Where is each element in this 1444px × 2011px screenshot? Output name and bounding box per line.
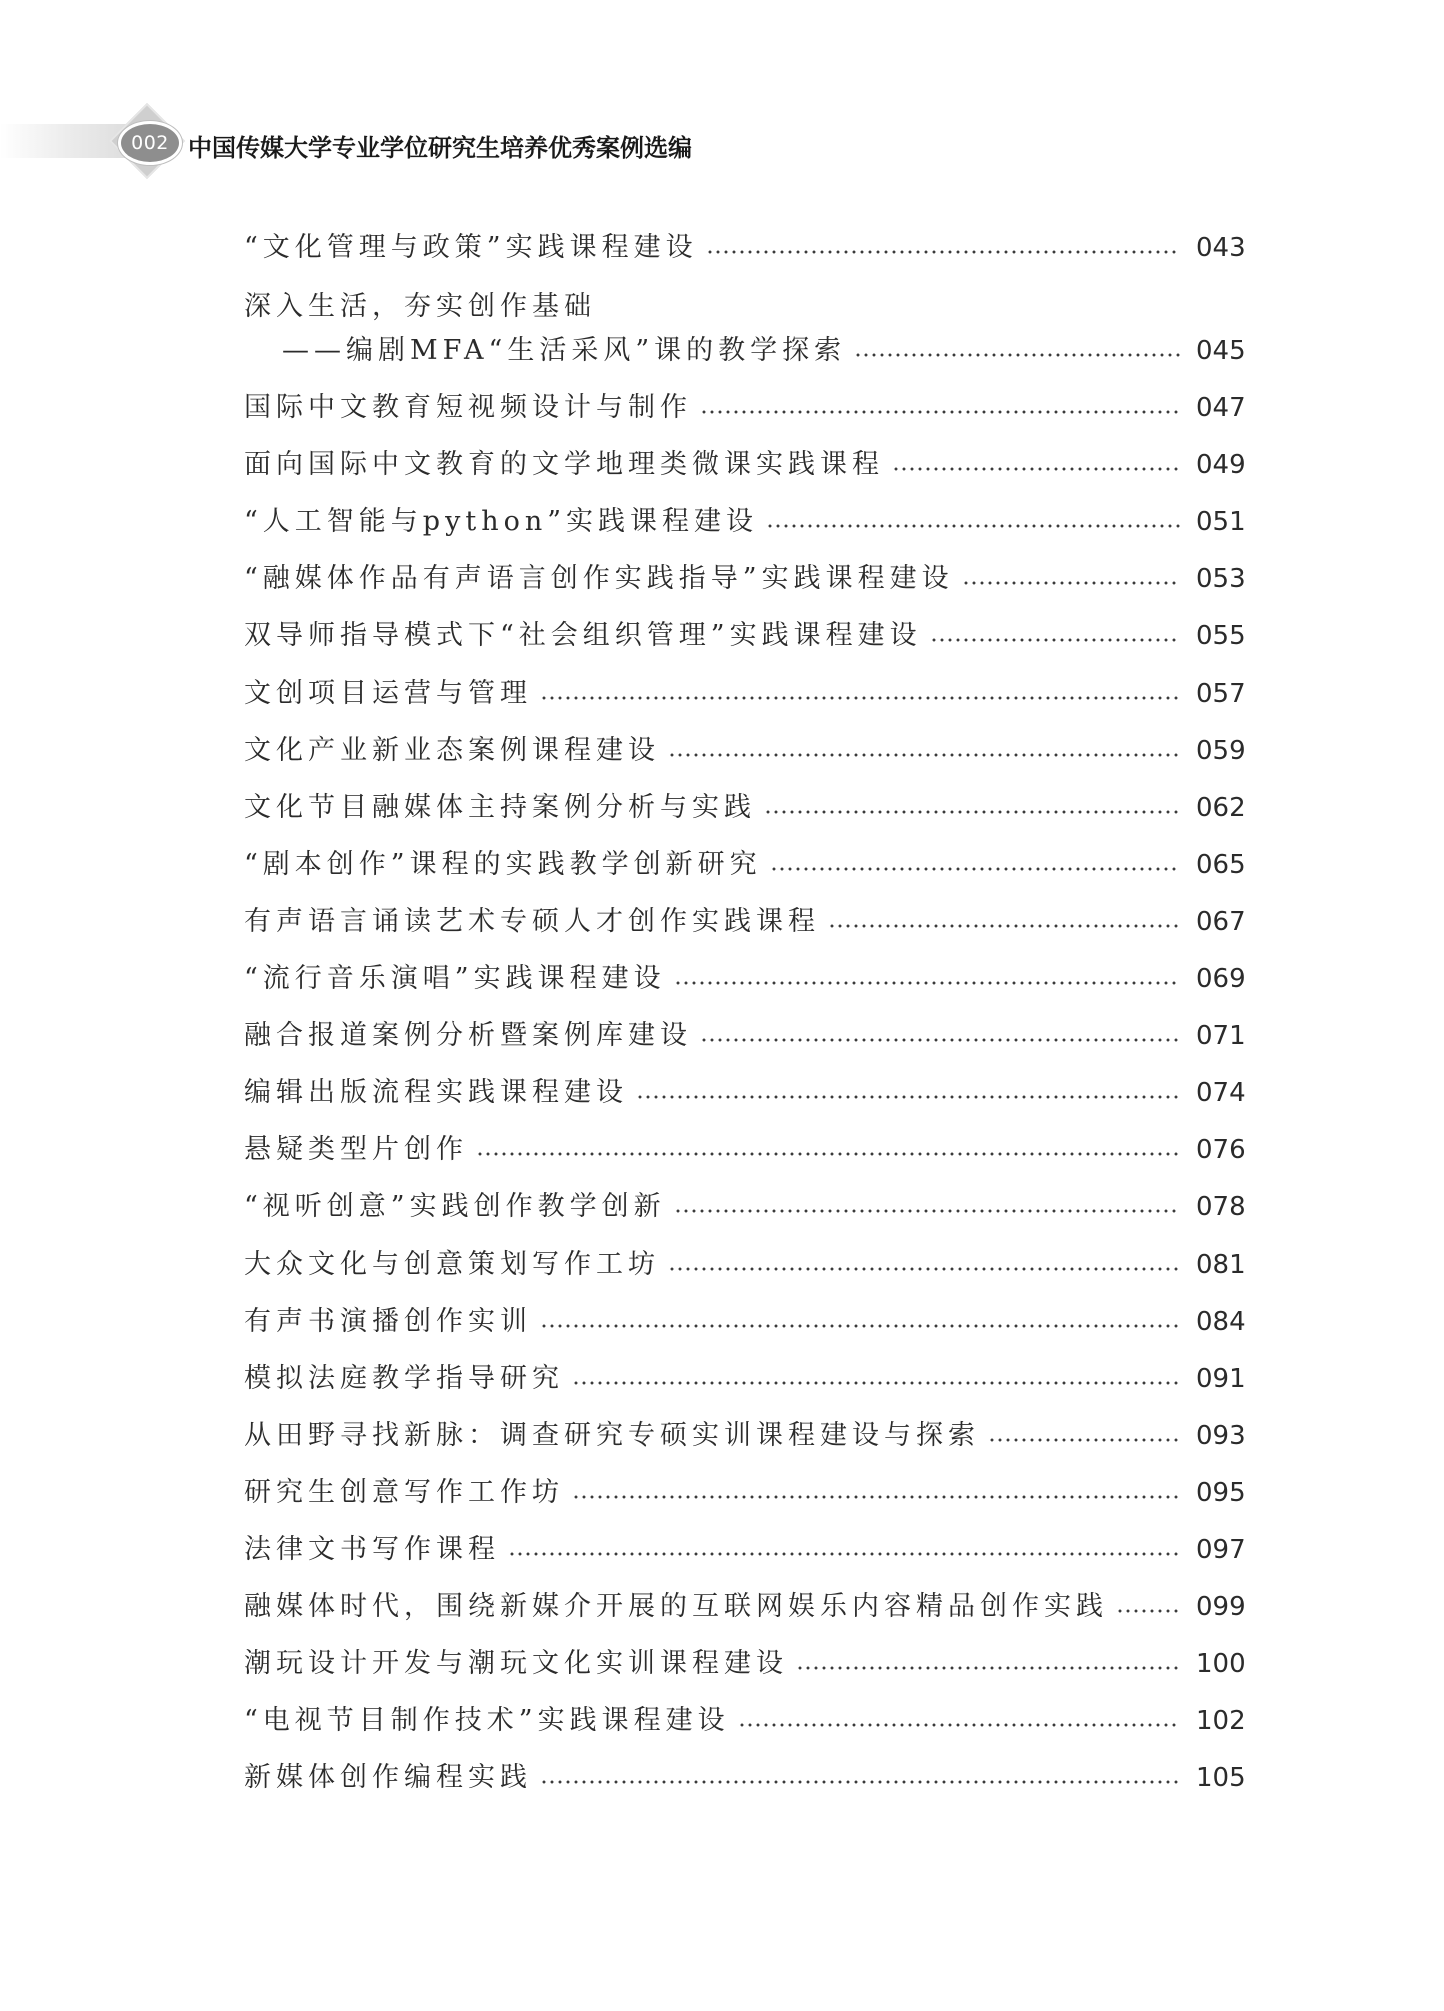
badge-circle	[118, 121, 182, 165]
toc-entry-title: 有声书演播创作实训	[244, 1305, 532, 1337]
toc-entry-page: 078	[1196, 1192, 1246, 1223]
dot-leader	[674, 981, 1180, 985]
dot-leader	[854, 353, 1180, 357]
toc-entry[interactable]	[244, 788, 1244, 828]
toc-entry[interactable]	[244, 1416, 1244, 1456]
toc-entry-page: 055	[1196, 621, 1246, 652]
toc-entry-page: 071	[1196, 1021, 1246, 1052]
toc-entry-page: 057	[1196, 678, 1246, 709]
toc-entry-title: 融媒体时代，围绕新媒介开展的互联网娱乐内容精品创作实践	[244, 1591, 1108, 1623]
page-number-badge	[108, 104, 186, 180]
toc-entry-title: 模拟法庭教学指导研究	[244, 1362, 564, 1394]
toc-entry-multiline[interactable]	[244, 331, 1244, 371]
toc-entry-page: 084	[1196, 1306, 1246, 1337]
dot-leader	[706, 250, 1180, 254]
dot-leader	[572, 1381, 1180, 1385]
toc-entry-title: 研究生创意写作工作坊	[244, 1476, 564, 1508]
toc-entry-title: 悬疑类型片创作	[244, 1134, 468, 1166]
toc-entry-title: 国际中文教育短视频设计与制作	[244, 392, 692, 423]
toc-entry[interactable]	[244, 616, 1244, 656]
toc-entry-title: “视听创意”实践创作教学创新	[244, 1191, 666, 1223]
toc-entry-page: 045	[1196, 336, 1246, 366]
book-title: 中国传媒大学专业学位研究生培养优秀案例选编	[188, 134, 692, 162]
toc-entry-page: 047	[1196, 393, 1246, 423]
dot-leader	[476, 1152, 1180, 1156]
toc-entry[interactable]	[244, 1302, 1244, 1342]
toc-entry[interactable]	[244, 1644, 1244, 1684]
toc-entry-title-line1: 深入生活，夯实创作基础	[244, 291, 596, 322]
dot-leader	[892, 467, 1180, 471]
toc-entry-title: “融媒体作品有声语言创作实践指导”实践课程建设	[244, 563, 954, 595]
toc-entry-title: 文创项目运营与管理	[244, 677, 532, 709]
dot-leader	[828, 924, 1180, 928]
toc-entry-title: 面向国际中文教育的文学地理类微课实践课程	[244, 449, 884, 481]
toc-entry-page: 043	[1196, 233, 1246, 263]
toc-entry-title: 编辑出版流程实践课程建设	[244, 1077, 628, 1109]
dot-leader	[572, 1495, 1180, 1499]
dot-leader	[674, 1209, 1180, 1213]
dot-leader	[796, 1666, 1180, 1670]
toc-entry[interactable]	[244, 445, 1244, 485]
toc-entry-title: 文化产业新业态案例课程建设	[244, 734, 660, 766]
dot-leader	[1116, 1609, 1180, 1613]
dot-leader	[766, 524, 1180, 528]
toc-entry-title: “文化管理与政策”实践课程建设	[244, 232, 698, 263]
toc-entry-page: 102	[1196, 1706, 1246, 1737]
toc-entry[interactable]	[244, 902, 1244, 942]
dot-leader	[764, 810, 1180, 814]
toc-entry-page: 067	[1196, 906, 1246, 937]
dot-leader	[636, 1095, 1180, 1099]
toc-entry-title: “流行音乐演唱”实践课程建设	[244, 963, 666, 994]
toc-entry[interactable]	[244, 1701, 1244, 1741]
toc-entry[interactable]	[244, 1758, 1244, 1798]
toc-entry-page: 059	[1196, 735, 1246, 766]
toc-entry-page: 076	[1196, 1135, 1246, 1166]
toc-entry[interactable]	[244, 559, 1244, 599]
dot-leader	[700, 410, 1180, 414]
dot-leader	[540, 696, 1180, 700]
toc-entry-page: 093	[1196, 1420, 1246, 1451]
toc-entry-page: 069	[1196, 964, 1246, 994]
dot-leader	[540, 1780, 1180, 1784]
toc-entry-title: 从田野寻找新脉：调查研究专硕实训课程建设与探索	[244, 1419, 980, 1451]
toc-entry[interactable]	[244, 228, 1244, 268]
toc-entry-page: 105	[1196, 1763, 1246, 1794]
toc-entry-subtitle: ——编剧MFA“生活采风”课的教学探索	[282, 335, 847, 366]
toc-entry-title: 大众文化与创意策划写作工坊	[244, 1248, 660, 1280]
toc-entry-page: 065	[1196, 849, 1246, 880]
toc-entry-title: 潮玩设计开发与潮玩文化实训课程建设	[244, 1648, 788, 1680]
toc-entry-title: 法律文书写作课程	[244, 1534, 500, 1565]
toc-entry[interactable]	[244, 502, 1244, 542]
toc-entry[interactable]	[244, 959, 1244, 999]
toc-entry-title: “电视节目制作技术”实践课程建设	[244, 1705, 730, 1737]
toc-entry[interactable]	[244, 674, 1244, 714]
toc-entry-page: 053	[1196, 564, 1246, 595]
toc-entry-title: “人工智能与python”实践课程建设	[244, 506, 759, 538]
toc-entry[interactable]	[244, 388, 1244, 428]
toc-entry[interactable]	[244, 1016, 1244, 1056]
dot-leader	[540, 1324, 1180, 1328]
dot-leader	[930, 638, 1180, 642]
dot-leader	[770, 867, 1180, 871]
toc-entry-title: 双导师指导模式下“社会组织管理”实践课程建设	[244, 620, 922, 652]
toc-entry[interactable]	[244, 731, 1244, 771]
toc-entry-page: 062	[1196, 792, 1246, 823]
dot-leader	[668, 1267, 1180, 1271]
toc-entry-title: 融合报道案例分析暨案例库建设	[244, 1020, 692, 1052]
toc-entry-title: 有声语言诵读艺术专硕人才创作实践课程	[244, 905, 820, 937]
toc-entry[interactable]	[244, 845, 1244, 885]
toc-entry-page: 097	[1196, 1535, 1246, 1565]
toc-entry[interactable]	[244, 1187, 1244, 1227]
toc-entry-page: 091	[1196, 1363, 1246, 1394]
dot-leader	[738, 1723, 1180, 1727]
toc-entry-title: 文化节目融媒体主持案例分析与实践	[244, 791, 756, 823]
toc-entry-page: 074	[1196, 1078, 1246, 1109]
toc-entry[interactable]	[244, 1245, 1244, 1285]
toc-entry-page: 095	[1196, 1477, 1246, 1508]
toc-entry[interactable]	[244, 1530, 1244, 1570]
toc-entry-page: 099	[1196, 1592, 1246, 1623]
toc-entry[interactable]	[244, 1473, 1244, 1513]
toc-entry[interactable]	[244, 1130, 1244, 1170]
toc-entry[interactable]	[244, 1359, 1244, 1399]
page-number: 002	[131, 132, 169, 154]
toc-entry-page: 049	[1196, 450, 1246, 481]
dot-leader	[668, 753, 1180, 757]
toc-entry[interactable]	[244, 1073, 1244, 1113]
toc-entry-page: 051	[1196, 507, 1246, 538]
toc-entry-title: 新媒体创作编程实践	[244, 1762, 532, 1794]
toc-entry-page: 100	[1196, 1649, 1246, 1680]
dot-leader	[988, 1438, 1180, 1442]
toc-entry-title: “剧本创作”课程的实践教学创新研究	[244, 848, 762, 880]
dot-leader	[700, 1038, 1180, 1042]
dot-leader	[508, 1552, 1180, 1556]
toc-entry-page: 081	[1196, 1249, 1246, 1280]
toc-entry[interactable]	[244, 1587, 1244, 1627]
dot-leader	[962, 581, 1180, 585]
